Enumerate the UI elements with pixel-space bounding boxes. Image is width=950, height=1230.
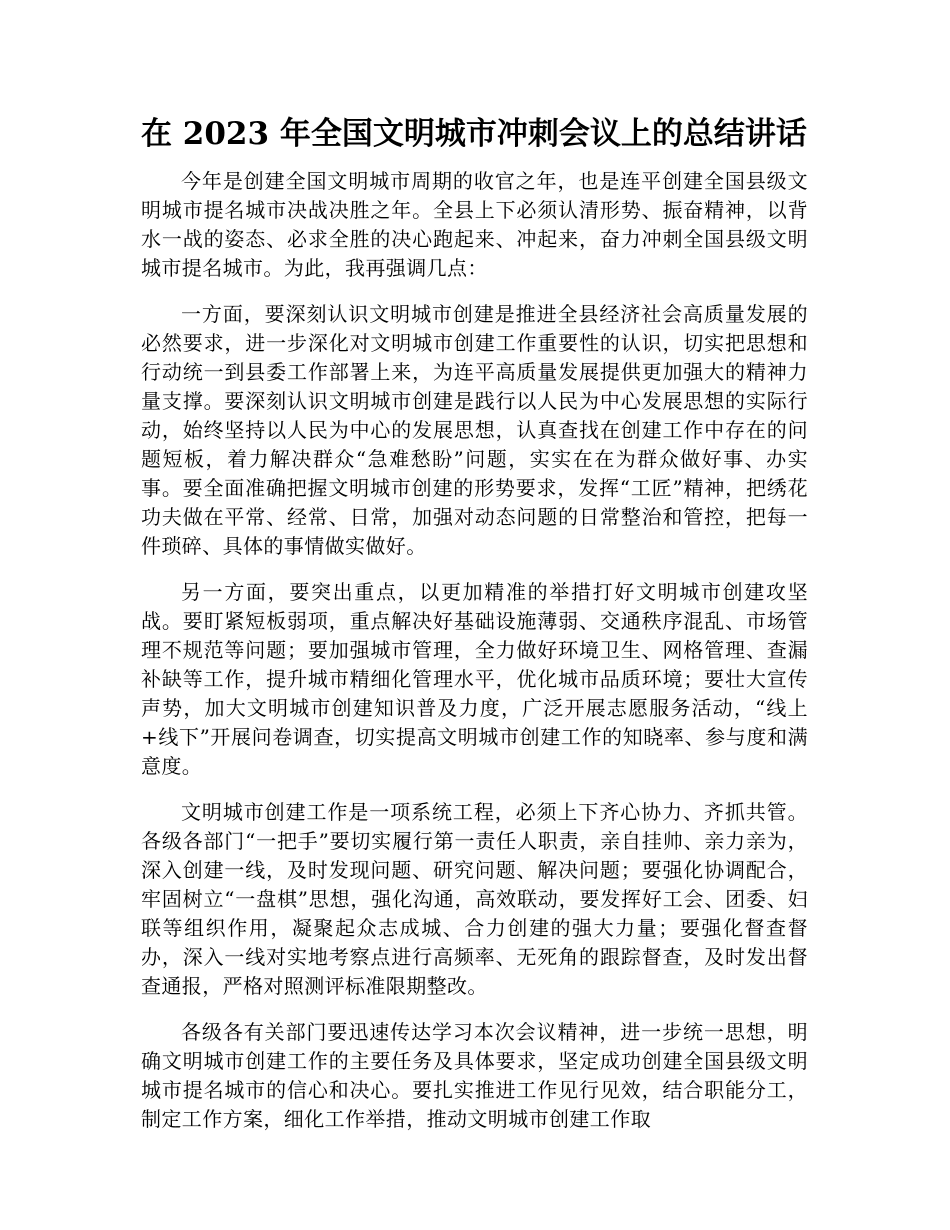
paragraph-1: 今年是创建全国文明城市周期的收官之年，也是连平创建全国县级文明城市提名城市决战决胜之年。全县上下必须认清形势、振奋精神，以背水一战的姿态、必求全胜的决心跑起来、冲起来，奋力冲刺全国县级文明城市提名城市。为此，我再强调几点：	[141, 169, 808, 280]
paragraph-3: 另一方面，要突出重点，以更加精准的举措打好文明城市创建攻坚战。要盯紧短板弱项，重点解决好基础设施薄弱、交通秩序混乱、市场管理不规范等问题；要加强城市管理，全力做好环境卫生、网格管理、查漏补缺等工作，提升城市精细化管理水平，优化城市品质环境；要壮大宣传声势，加大文明城市创建知识普及力度，广泛开展志愿服务活动，“线上+线下”开展问卷调查，切实提高文明城市创建工作的知晓率、参与度和满意度。	[141, 580, 808, 778]
document-body	[141, 167, 808, 1151]
paragraph-4: 文明城市创建工作是一项系统工程，必须上下齐心协力、齐抓共管。各级各部门“一把手”要切实履行第一责任人职责，亲自挂帅、亲力亲为，深入创建一线，及时发现问题、研究问题、解决问题；要强化协调配合，牢固树立“一盘棋”思想，强化沟通，高效联动，要发挥好工会、团委、妇联等组织作用，凝聚起众志成城、合力创建的强大力量；要强化督查督办，深入一线对实地考察点进行高频率、无死角的跟踪督查，及时发出督查通报，严格对照测评标准限期整改。	[141, 800, 808, 998]
paragraph-5: 各级各有关部门要迅速传达学习本次会议精神，进一步统一思想，明确文明城市创建工作的主要任务及具体要求，坚定成功创建全国县级文明城市提名城市的信心和决心。要扎实推进工作见行见效，结合职能分工，制定工作方案，细化工作举措，推动文明城市创建工作取	[141, 1020, 808, 1131]
paragraph-2: 一方面，要深刻认识文明城市创建是推进全县经济社会高质量发展的必然要求，进一步深化对文明城市创建工作重要性的认识，切实把思想和行动统一到县委工作部署上来，为连平高质量发展提供更加强大的精神力量支撑。要深刻认识文明城市创建是践行以人民为中心发展思想的实际行动，始终坚持以人民为中心的发展思想，认真查找在创建工作中存在的问题短板，着力解决群众“急难愁盼”问题，实实在在为群众做好事、办实事。要全面准确把握文明城市创建的形势要求，发挥“工匠”精神，把绣花功夫做在平常、经常、日常，加强对动态问题的日常整治和管控，把每一件琐碎、具体的事情做实做好。	[141, 302, 808, 558]
document-title: 在 2023 年全国文明城市冲刺会议上的总结讲话	[141, 116, 807, 152]
